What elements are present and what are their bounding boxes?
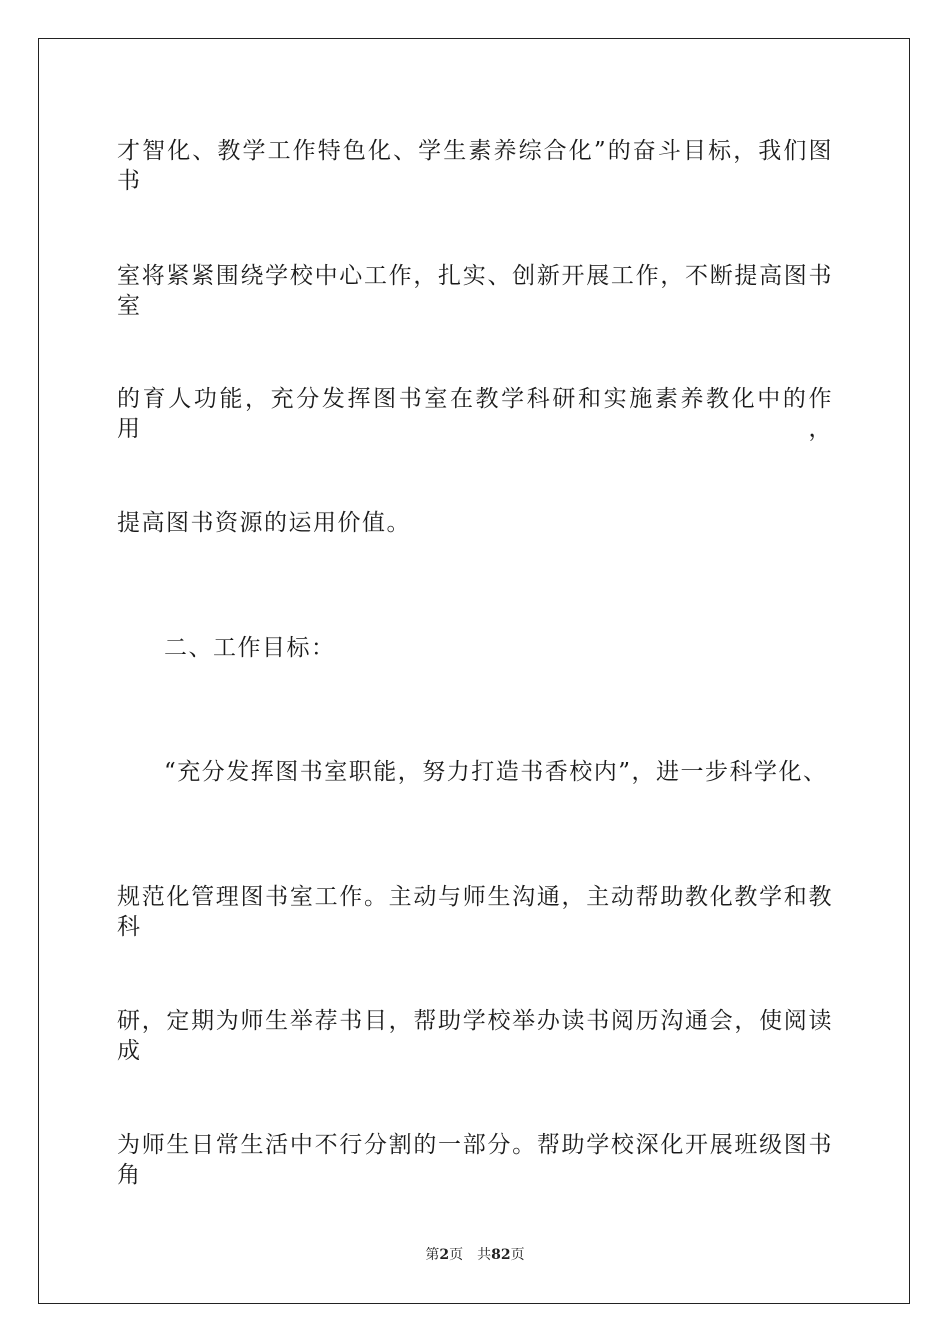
body-text-line-4: 提高图书资源的运用价值。 — [117, 510, 411, 536]
footer-page-suffix: 页 — [449, 1247, 464, 1263]
page-border — [38, 38, 910, 1304]
body-text-line-8: 研，定期为师生举荐书目，帮助学校举办读书阅历沟通会，使阅读成 — [117, 1008, 833, 1064]
body-text-line-7: 规范化管理图书室工作。主动与师生沟通，主动帮助教化教学和教科 — [117, 884, 833, 940]
body-text-line-2: 室将紧紧围绕学校中心工作，扎实、创新开展工作，不断提高图书室 — [117, 263, 833, 319]
footer-total-prefix: 共 — [477, 1247, 492, 1263]
footer-total-pages: 82 — [491, 1247, 511, 1263]
body-text-line-3: 的育人功能，充分发挥图书室在教学科研和实施素养教化中的作用， — [117, 386, 833, 442]
body-text-line-1: 才智化、教学工作特色化、学生素养综合化”的奋斗目标，我们图书 — [117, 138, 833, 194]
section-heading: 二、工作目标： — [164, 635, 336, 661]
footer-total-suffix: 页 — [510, 1247, 525, 1263]
body-text-line-6: “充分发挥图书室职能，努力打造书香校内”，进一步科学化、 — [164, 759, 828, 785]
page-footer — [0, 1246, 950, 1264]
footer-page-prefix: 第 — [425, 1247, 440, 1263]
body-text-line-9: 为师生日常生活中不行分割的一部分。帮助学校深化开展班级图书角 — [117, 1132, 833, 1188]
footer-page-number: 2 — [439, 1247, 450, 1263]
